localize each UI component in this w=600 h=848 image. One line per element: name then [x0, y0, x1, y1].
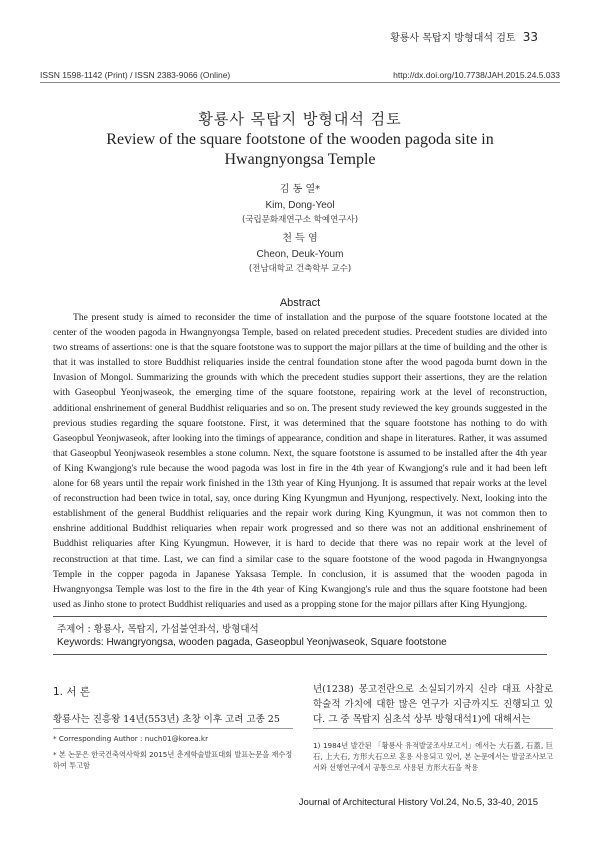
footnote-corresponding-author: * Corresponding Author : nuch01@korea.kr	[53, 734, 209, 743]
author-name-korean: 김 동 열*	[279, 184, 321, 195]
keywords-english: Keywords: Hwangryongsa, wooden pagada, Gaseopbul Yeonjwaseok, Square footstone	[57, 637, 447, 648]
title-english-line1: Review of the square footstone of the wooden pagoda site in	[106, 131, 494, 148]
keywords-bottom-rule	[53, 654, 547, 655]
footnote-rule-right	[313, 728, 553, 729]
issn-line: ISSN 1598-1142 (Print) / ISSN 2383-9066 (Online)	[40, 70, 231, 80]
section-heading-introduction: 1. 서 론	[53, 686, 90, 698]
running-head	[390, 29, 538, 44]
author-name-english: Kim, Dong-Yeol	[265, 200, 335, 211]
body-text-left: 황룡사는 진흥왕 14년(553년) 초창 이후 고려 고종 25	[53, 714, 280, 725]
body-text-right: 년(1238) 몽고전란으로 소실되기까지 신라 대표 사찰로 학술적 가치에 대한 많은 연구가 지금까지도 진행되고 있다. 그 중 목탑지 심초석 상부 방형대석1)에 대해서는	[313, 684, 553, 725]
keywords-korean: 주제어 : 황룡사, 목탑지, 가섭불연좌석, 방형대석	[57, 624, 259, 635]
header-rule	[40, 82, 560, 83]
author-name-english: Cheon, Deuk-Youm	[256, 249, 344, 260]
footnote-1: 1) 1984년 발간된 「황룡사 유적발굴조사보고서」에서는 大石蓋, 石蓋, 巨石, 上大石, 方形大石으로 혼용 사용되고 있어, 본 논문에서는 발굴조사보고서와 선행연구에서 공통으로 사용된 方形大石을 착용	[313, 741, 553, 772]
title-english	[0, 130, 600, 170]
keywords-top-rule	[53, 616, 547, 617]
author-block	[0, 182, 600, 277]
author-affiliation: (전남대학교 건축학부 교수)	[248, 264, 352, 274]
author-affiliation: (국립문화재연구소 학예연구사)	[241, 215, 359, 225]
running-head-title: 황룡사 목탑지 방형대석 검토	[390, 33, 516, 44]
title-korean: 황룡사 목탑지 방형대석 검토	[198, 110, 402, 128]
title-english-line2: Hwangnyongsa Temple	[224, 151, 376, 168]
abstract-body: The present study is aimed to reconsider the time of installation and the purpose of the square footstone located at the center of the wooden pagoda in Hwangnyongsa Temple, based on related precedent studies. Precedent studies are divided into two streams of assertions: one is that the square footstone was to support the major pillars at the time of building and the other is that it was installed to store Buddhist reliquaries inside the central foundation stone after the wood pagoda burnt down in the Invasion of Mongol. Summarizing the grounds with which the precedent studies support their assertions, they are the relation with Gaseopbul Yeonjwaseok, the emerging time of the square footstone, repairing work at the level of reconstruction, additional enshrinement of general Buddhist reliquaries and so on. The present study reviewed the key grounds suggested in the previous studies regarding the square footstone. First, it was determined that the square footstone has nothing to do with Gaseopbul Yeonjwaseok, after looking into the timings of appearance, condition and shape in literatures. Rather, it was assumed that Gaseopbul Yeonjwaseok resembles a stone column. Next, the square footstone is assumed to be installed after the 4th year of King Kwangjong's rule because the wood pagoda was lost in fire in the 4th year of Kwangjong's rule and it had been left alone for 68 years until the repair work finished in the 13th year of King Hyunjong. It is assumed that repair works at the level of reconstruction had been twice in total, say, once during King Kyungmun and Hyunjong, respectively. Next, looking into the establishment of the general Buddhist reliquaries and the repair work during King Kyungmun, it was not common then to enshrine additional Buddhist reliquaries when repair work progressed and so there was not an additional enshrinement of Buddhist reliquaries after King Kyungmun. However, it is hard to decide that there was no repair work at the level of reconstruction at that time. Last, we can find a similar case to the square footstone of the wood pagoda in Hwangnyongsa Temple in the copper pagoda in Japanese Yaksasa Temple. In conclusion, it is assumed that the wooden pagoda in Hwangnyongsa Temple was lost to the fire in the 4th year of King Kwangjong's rule and thus the square footstone had been used as Jinho stone to protect Buddhist reliquaries and used as a propping stone for the major pillars after King Hyungjong.	[53, 312, 547, 610]
journal-footer: Journal of Architectural History Vol.24, No.5, 33-40, 2015	[298, 797, 538, 808]
page-number: 33	[522, 30, 538, 44]
author-name-korean: 천 득 염	[282, 233, 318, 244]
footnote-rule-left	[53, 728, 293, 729]
footnote-note: * 본 논문은 한국건축역사학회 2015년 춘계학술발표대회 발표논문을 재수정하여 투고함	[53, 750, 293, 770]
doi-link[interactable]: http://dx.doi.org/10.7738/JAH.2015.24.5.033	[393, 70, 560, 80]
abstract-heading: Abstract	[279, 297, 321, 309]
